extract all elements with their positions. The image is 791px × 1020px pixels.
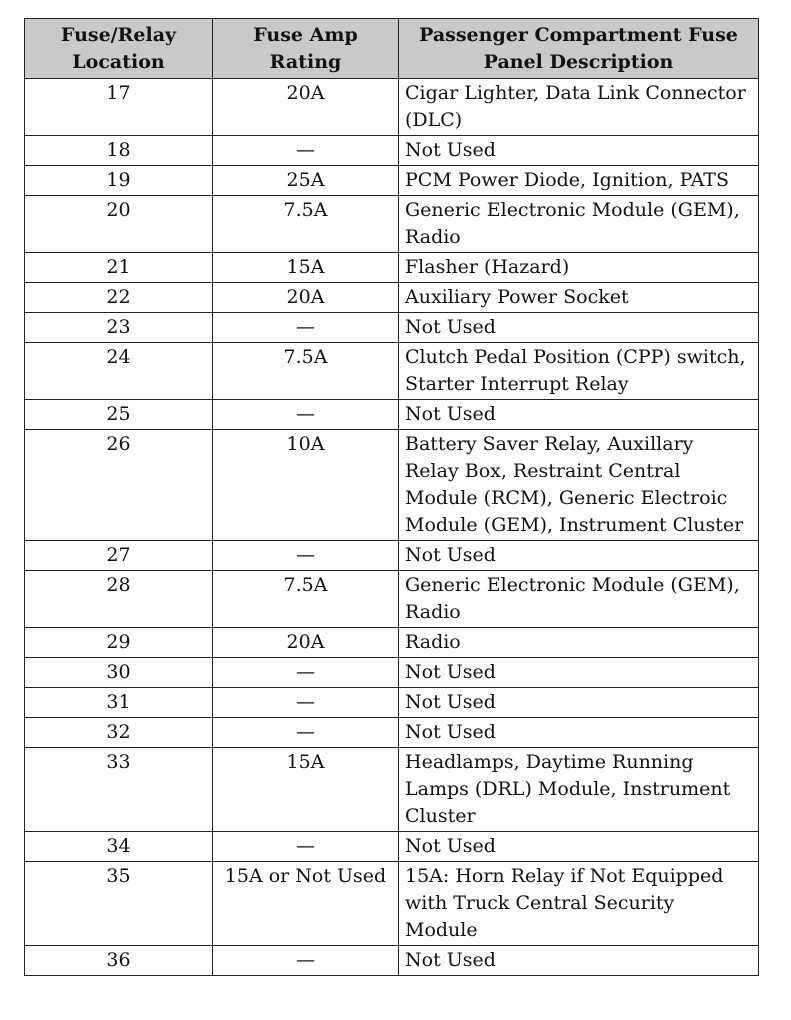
description-cell: Not Used [399,946,759,976]
amp-rating-cell: 10A [213,430,399,541]
table-row [25,688,759,718]
location-cell: 23 [25,313,213,343]
amp-rating-cell: 15A [213,253,399,283]
table-row [25,862,759,946]
table-row [25,658,759,688]
description-cell: Not Used [399,400,759,430]
amp-rating-cell: — [213,313,399,343]
description-cell: Not Used [399,313,759,343]
table-row [25,718,759,748]
fuse-table [24,18,759,976]
location-cell: 26 [25,430,213,541]
location-cell: 30 [25,658,213,688]
table-header [25,19,759,79]
table-row [25,166,759,196]
location-cell: 29 [25,628,213,658]
description-cell: Flasher (Hazard) [399,253,759,283]
location-cell: 22 [25,283,213,313]
location-cell: 25 [25,400,213,430]
table-row [25,748,759,832]
amp-rating-cell: 7.5A [213,343,399,400]
location-cell: 17 [25,79,213,136]
amp-rating-cell: — [213,946,399,976]
description-cell: 15A: Horn Relay if Not Equipped with Truck Central Security Module [399,862,759,946]
amp-rating-cell: 15A or Not Used [213,862,399,946]
description-cell: Battery Saver Relay, Auxillary Relay Box, Restraint Central Module (RCM), Generic Electroic Module (GEM), Instrument Cluster [399,430,759,541]
header-description: Passenger Compartment Fuse Panel Description [399,19,759,79]
table-row [25,79,759,136]
header-location: Fuse/Relay Location [25,19,213,79]
table-row [25,283,759,313]
table-row [25,430,759,541]
location-cell: 18 [25,136,213,166]
description-cell: PCM Power Diode, Ignition, PATS [399,166,759,196]
table-body [25,79,759,976]
amp-rating-cell: 25A [213,166,399,196]
location-cell: 20 [25,196,213,253]
description-cell: Auxiliary Power Socket [399,283,759,313]
description-cell: Cigar Lighter, Data Link Connector (DLC) [399,79,759,136]
table-row [25,343,759,400]
table-row [25,832,759,862]
description-cell: Radio [399,628,759,658]
amp-rating-cell: 7.5A [213,571,399,628]
amp-rating-cell: — [213,658,399,688]
table-row [25,400,759,430]
location-cell: 33 [25,748,213,832]
description-cell: Not Used [399,718,759,748]
location-cell: 32 [25,718,213,748]
description-cell: Clutch Pedal Position (CPP) switch, Starter Interrupt Relay [399,343,759,400]
location-cell: 19 [25,166,213,196]
table-row [25,541,759,571]
amp-rating-cell: — [213,400,399,430]
header-amp-rating: Fuse Amp Rating [213,19,399,79]
description-cell: Not Used [399,136,759,166]
location-cell: 21 [25,253,213,283]
amp-rating-cell: 7.5A [213,196,399,253]
amp-rating-cell: — [213,136,399,166]
description-cell: Generic Electronic Module (GEM), Radio [399,196,759,253]
description-cell: Not Used [399,832,759,862]
description-cell: Generic Electronic Module (GEM), Radio [399,571,759,628]
table-row [25,628,759,658]
table-row [25,196,759,253]
table-row [25,571,759,628]
description-cell: Not Used [399,658,759,688]
table-row [25,313,759,343]
location-cell: 27 [25,541,213,571]
table-row [25,946,759,976]
location-cell: 28 [25,571,213,628]
location-cell: 31 [25,688,213,718]
table-row [25,136,759,166]
amp-rating-cell: — [213,541,399,571]
description-cell: Not Used [399,541,759,571]
amp-rating-cell: — [213,688,399,718]
location-cell: 36 [25,946,213,976]
description-cell: Headlamps, Daytime Running Lamps (DRL) Module, Instrument Cluster [399,748,759,832]
amp-rating-cell: 15A [213,748,399,832]
location-cell: 35 [25,862,213,946]
header-row [25,19,759,79]
amp-rating-cell: — [213,832,399,862]
amp-rating-cell: — [213,718,399,748]
amp-rating-cell: 20A [213,628,399,658]
amp-rating-cell: 20A [213,283,399,313]
description-cell: Not Used [399,688,759,718]
amp-rating-cell: 20A [213,79,399,136]
location-cell: 24 [25,343,213,400]
location-cell: 34 [25,832,213,862]
table-row [25,253,759,283]
